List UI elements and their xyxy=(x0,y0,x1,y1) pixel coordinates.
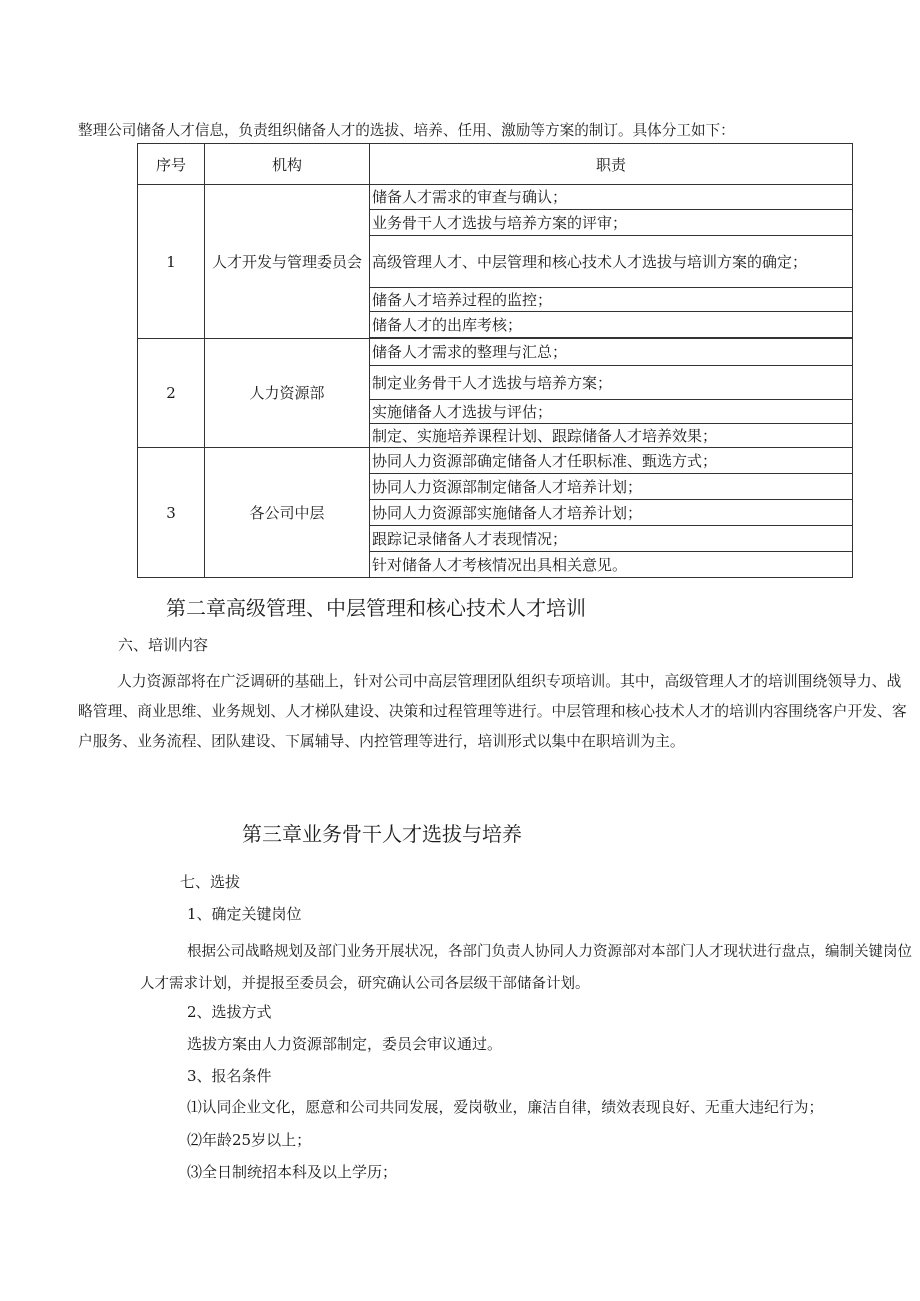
condition-2: ⑵年龄25岁以上； xyxy=(187,1131,312,1149)
chapter2-section: 六、培训内容 xyxy=(118,636,209,654)
condition-1: ⑴认同企业文化，愿意和公司共同发展，爱岗敬业，廉洁自律，绩效表现良好、无重大违纪行为； xyxy=(187,1099,824,1116)
condition-3: ⑶全日制统招本科及以上学历； xyxy=(187,1163,398,1181)
duty-cell: 储备人才的出库考核； xyxy=(370,312,853,338)
sub2-body: 选拔方案由人力资源部制定，委员会审议通过。 xyxy=(187,1035,503,1053)
group-2-no: 2 xyxy=(138,339,205,448)
chapter3-section: 七、选拔 xyxy=(180,873,241,891)
chapter2-title: 第二章高级管理、中层管理和核心技术人才培训 xyxy=(166,596,586,620)
header-no: 序号 xyxy=(138,144,205,185)
duty-cell: 储备人才需求的审查与确认； xyxy=(370,185,853,210)
duty-table xyxy=(137,143,853,578)
group-2-org: 人力资源部 xyxy=(205,339,370,448)
sub2-heading: 2、选拔方式 xyxy=(187,1003,272,1021)
sub1-body: 根据公司战略规划及部门业务开展状况，各部门负责人协同人力资源部对本部门人才现状进行盘点，编制关键岗位人才需求计划，并提报至委员会，研究确认公司各层级干部储备计划。 xyxy=(140,944,912,992)
duty-cell: 协同人力资源部确定储备人才任职标准、甄选方式； xyxy=(370,448,853,474)
chapter3-title: 第三章业务骨干人才选拔与培养 xyxy=(242,822,522,846)
duty-cell: 实施储备人才选拔与评估； xyxy=(370,400,853,424)
duty-cell: 制定业务骨干人才选拔与培养方案； xyxy=(370,366,853,400)
duty-cell: 储备人才培养过程的监控； xyxy=(370,288,853,312)
chapter2-body: 人力资源部将在广泛调研的基础上，针对公司中高层管理团队组织专项培训。其中，高级管理人才的培训围绕领导力、战略管理、商业思维、业务规划、人才梯队建设、决策和过程管理等进行。中层管理和核心技术人才的培训内容围绕客户开发、客户服务、业务流程、团队建设、下属辅导、内控管理等进行，培训形式以集中在职培训为主。 xyxy=(78,673,907,750)
group-3-org: 各公司中层 xyxy=(205,448,370,578)
table-header-row xyxy=(138,144,853,185)
intro-paragraph: 整理公司储备人才信息，负责组织储备人才的选拔、培养、任用、激励等方案的制订。具体分工如下： xyxy=(78,122,735,139)
table-row xyxy=(138,339,853,366)
duty-cell: 储备人才需求的整理与汇总； xyxy=(370,339,853,366)
header-org: 机构 xyxy=(205,144,370,185)
duty-cell: 协同人力资源部制定储备人才培养计划； xyxy=(370,474,853,500)
table-row xyxy=(138,185,853,210)
sub3-heading: 3、报名条件 xyxy=(187,1067,272,1085)
table-row xyxy=(138,448,853,474)
group-1-org: 人才开发与管理委员会 xyxy=(205,185,370,339)
duty-cell: 制定、实施培养课程计划、跟踪储备人才培养效果； xyxy=(370,424,853,448)
group-3-no: 3 xyxy=(138,448,205,578)
group-1-no: 1 xyxy=(138,185,205,339)
duty-cell: 协同人力资源部实施储备人才培养计划； xyxy=(370,500,853,526)
sub1-heading: 1、确定关键岗位 xyxy=(187,905,302,923)
duty-cell: 业务骨干人才选拔与培养方案的评审； xyxy=(370,210,853,236)
duty-cell: 跟踪记录储备人才表现情况； xyxy=(370,526,853,552)
duty-cell: 针对储备人才考核情况出具相关意见。 xyxy=(370,552,853,578)
header-duty: 职责 xyxy=(370,144,853,185)
duty-cell: 高级管理人才、中层管理和核心技术人才选拔与培训方案的确定； xyxy=(370,236,853,288)
